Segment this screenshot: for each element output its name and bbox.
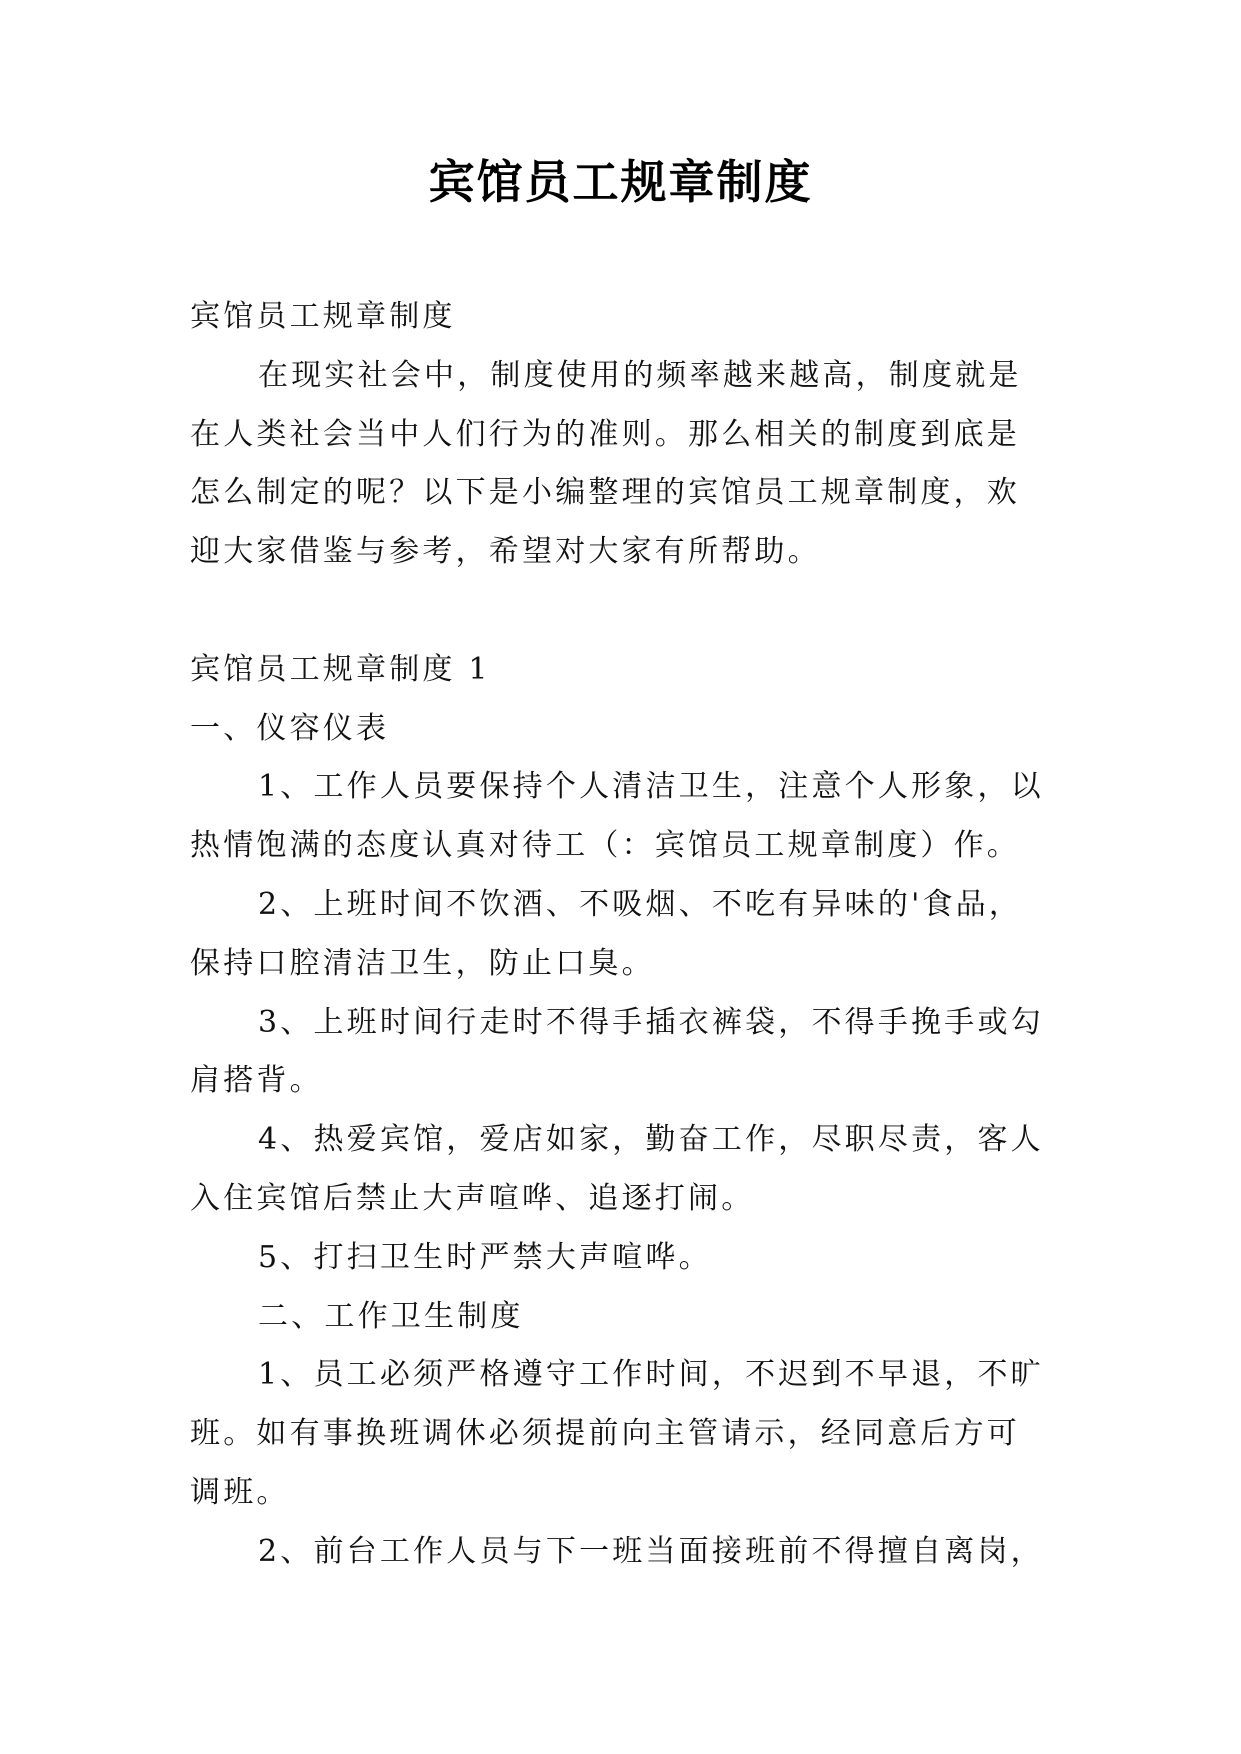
rule-item: 1、员工必须严格遵守工作时间，不迟到不早退，不旷班。如有事换班调休必须提前向主管请示，经同意后方可调班。 bbox=[190, 1357, 1044, 1510]
rule-item: 3、上班时间行走时不得手插衣裤袋，不得手挽手或勾肩搭背。 bbox=[190, 1004, 1044, 1099]
rule-item: 5、打扫卫生时严禁大声喧哗。 bbox=[258, 1239, 712, 1275]
rule-item: 4、热爱宾馆，爱店如家，勤奋工作，尽职尽责，客人入住宾馆后禁止大声喧哗、追逐打闹。 bbox=[190, 1122, 1044, 1216]
document-subtitle: 宾馆员工规章制度 bbox=[190, 299, 456, 334]
paragraph-spacer bbox=[190, 582, 1052, 641]
rule-item: 2、前台工作人员与下一班当面接班前不得擅自离岗， bbox=[258, 1533, 1044, 1569]
rule-item: 1、工作人员要保持个人清洁卫生，注意个人形象，以热情饱满的态度认真对待工（：宾馆员工规章制度）作。 bbox=[190, 769, 1044, 864]
intro-paragraph: 在现实社会中，制度使用的频率越来越高，制度就是在人类社会当中人们行为的准则。那么相关的制度到底是怎么制定的呢？以下是小编整理的宾馆员工规章制度，欢迎大家借鉴与参考，希望对大家有所帮助。 bbox=[190, 357, 1022, 570]
part-heading-appearance: 一、仪容仪表 bbox=[190, 710, 390, 746]
document-body bbox=[190, 288, 1052, 1582]
document-title: 宾馆员工规章制度 bbox=[428, 155, 813, 209]
section-heading: 宾馆员工规章制度 1 bbox=[190, 651, 491, 687]
part-heading-hygiene: 二、工作卫生制度 bbox=[258, 1298, 524, 1334]
rule-item: 2、上班时间不饮酒、不吸烟、不吃有异味的'食品，保持口腔清洁卫生，防止口臭。 bbox=[190, 886, 1023, 981]
